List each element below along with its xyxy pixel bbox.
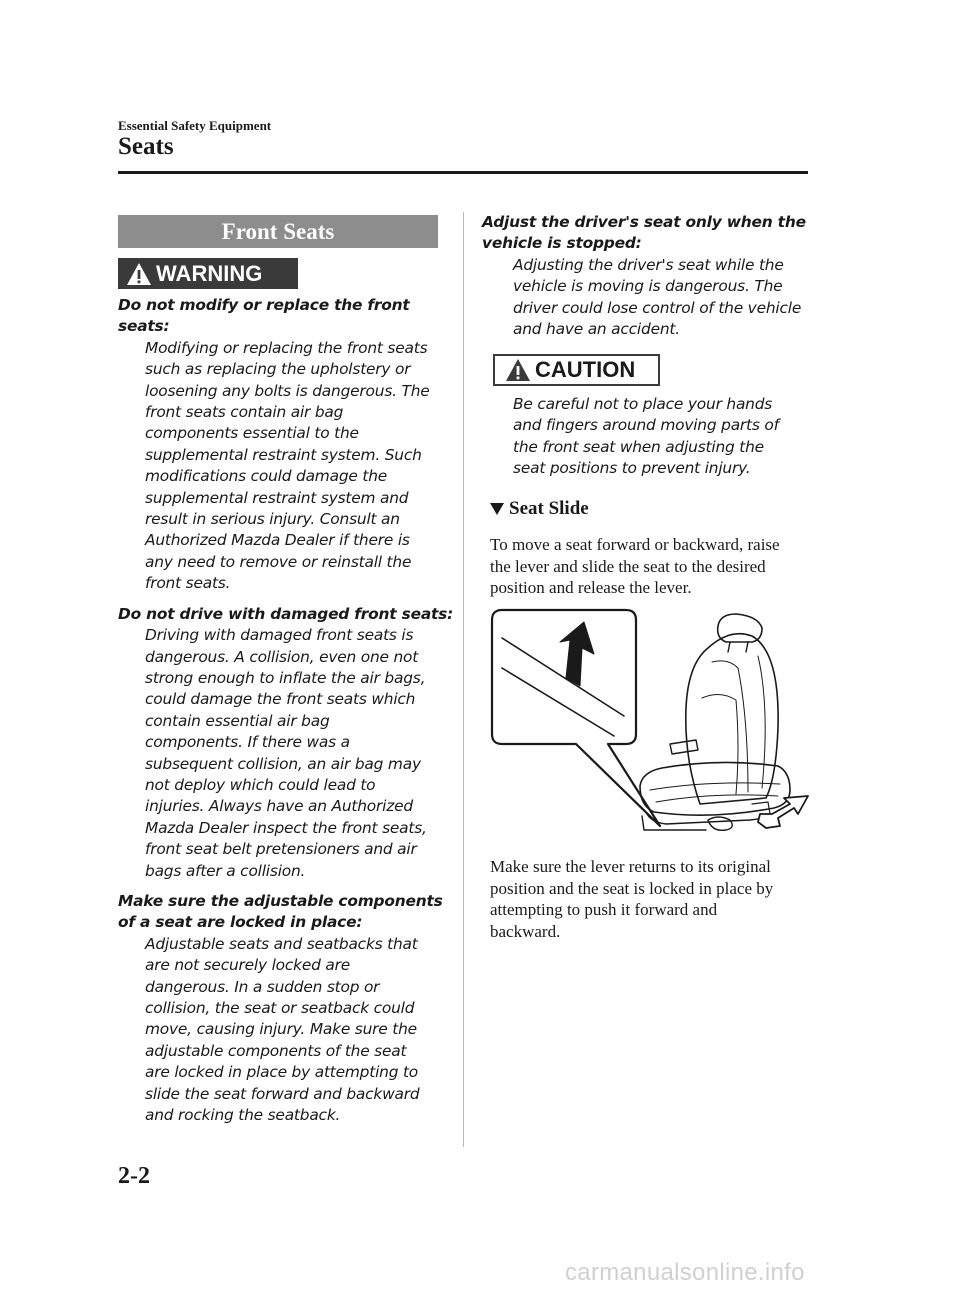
- warning-1-head-line: seats:: [118, 317, 170, 336]
- warning-3-body-line: move, causing injury. Make sure the: [145, 1020, 417, 1039]
- warning-2-body-line: bags after a collision.: [145, 861, 306, 880]
- warning-1-head-line: Do not modify or replace the front: [118, 296, 410, 314]
- warning-2-head: [118, 604, 454, 625]
- warning-1-body-line: modifications could damage the: [145, 467, 388, 486]
- warning-1-body-line: front seats contain air bag: [145, 403, 344, 422]
- warning-drivers-seat: [482, 212, 812, 340]
- warning-1-body-line: such as replacing the upholstery or: [145, 360, 411, 379]
- warning-1-body-line: components essential to the: [145, 424, 359, 443]
- warning-2-body-line: injuries. Always have an Authorized: [145, 797, 413, 816]
- warning-3-head-line: Make sure the adjustable components: [118, 891, 443, 910]
- section-title: Seats: [118, 133, 174, 160]
- warning-2-body-line: Mazda Dealer inspect the front seats,: [145, 818, 427, 837]
- caution-triangle-icon: [505, 358, 531, 382]
- warning-label-box: [118, 258, 298, 289]
- footer-watermark-url[interactable]: carmanualsonline.info: [565, 1259, 805, 1286]
- warning-4-body-line: driver could lose control of the vehicle: [513, 298, 802, 317]
- column-divider: [463, 212, 464, 1147]
- warning-2-body-line: dangerous. A collision, even one not: [145, 647, 419, 666]
- seat-slide-para-1: [490, 534, 820, 599]
- warning-1-body-line: loosening any bolts is dangerous. The: [145, 381, 430, 400]
- warning-2-body-line: strong enough to inflate the air bags,: [145, 668, 426, 687]
- front-seats-banner: Front Seats: [118, 215, 438, 248]
- warning-3-body-line: collision, the seat or seatback could: [145, 999, 415, 1017]
- warning-2-body-line: subsequent collision, an air bag may: [145, 754, 421, 773]
- para-line: To move a seat forward or backward, raise: [490, 535, 780, 554]
- caution-line: Be careful not to place your hands: [513, 395, 773, 413]
- warning-1-head: [118, 295, 448, 338]
- warning-1-body-line: Authorized Mazda Dealer if there is: [145, 531, 410, 550]
- warning-1-body-line: supplemental restraint system and: [145, 488, 409, 507]
- warning-4-head-line: vehicle is stopped:: [482, 234, 642, 253]
- para-line: Make sure the lever returns to its original: [490, 857, 771, 876]
- warning-2-body-line: could damage the front seats which: [145, 690, 416, 709]
- para-line: position and release the lever.: [490, 578, 692, 597]
- warning-3-body-line: and rocking the seatback.: [145, 1106, 341, 1125]
- warning-2-body-line: not deploy which could lead to: [145, 775, 376, 794]
- warning-3-body-line: dangerous. In a sudden stop or: [145, 977, 380, 996]
- warning-3-body-line: Adjustable seats and seatbacks that: [145, 934, 418, 953]
- para-line: backward.: [490, 921, 561, 941]
- warning-2-body-line: contain essential air bag: [145, 711, 330, 730]
- para-line: attempting to push it forward and: [490, 900, 718, 919]
- header-rule: [118, 171, 808, 174]
- seat-slide-para-2: [490, 856, 820, 942]
- page-number: 2-2: [118, 1163, 150, 1189]
- warning-1-body: [118, 338, 448, 595]
- caution-line: seat positions to prevent injury.: [513, 459, 751, 478]
- seat-slide-illustration: [490, 608, 815, 838]
- warning-2-body-line: components. If there was a: [145, 733, 350, 752]
- warning-3-body: [118, 934, 448, 1127]
- caution-label-box: [493, 354, 660, 386]
- warning-3-body-line: adjustable components of the seat: [145, 1041, 407, 1060]
- seat-slide-heading: [490, 498, 589, 520]
- warning-1-body-line: supplemental restraint system. Such: [145, 445, 422, 464]
- warning-2-body: [118, 625, 448, 882]
- warning-2-body-line: Driving with damaged front seats is: [145, 626, 414, 645]
- caution-line: and fingers around moving parts of: [513, 416, 779, 435]
- warning-4-head: [482, 212, 812, 255]
- warning-1-body-line: result in serious injury. Consult an: [145, 510, 400, 529]
- warning-4-body-line: and have an accident.: [513, 320, 680, 339]
- warning-1-body-line: Modifying or replacing the front seats: [145, 338, 428, 357]
- warning-triangle-icon: [126, 262, 152, 286]
- caution-line: the front seat when adjusting the: [513, 437, 764, 456]
- seat-slide-heading-text: Seat Slide: [509, 498, 589, 519]
- warning-1-body-line: front seats.: [145, 574, 231, 593]
- down-triangle-icon: [490, 503, 504, 515]
- warning-2-head-line: Do not drive with damaged front seats:: [118, 604, 454, 623]
- warning-4-body: [482, 255, 812, 341]
- warning-list-left: [118, 295, 454, 1126]
- warning-3-head-line: of a seat are locked in place:: [118, 913, 363, 932]
- warning-3-head: [118, 891, 448, 934]
- warning-3-body-line: slide the seat forward and backward: [145, 1084, 420, 1103]
- warning-label: WARNING: [156, 261, 263, 286]
- para-line: the lever and slide the seat to the desired: [490, 556, 766, 576]
- warning-3-body-line: are not securely locked are: [145, 956, 351, 975]
- warning-1-body-line: any need to remove or reinstall the: [145, 552, 412, 571]
- warning-4-body-line: vehicle is moving is dangerous. The: [513, 277, 783, 296]
- warning-3-body-line: are locked in place by attempting to: [145, 1063, 419, 1082]
- caution-text: [513, 394, 813, 480]
- caution-label: CAUTION: [535, 357, 636, 382]
- warning-2-body-line: front seat belt pretensioners and air: [145, 840, 417, 859]
- warning-4-head-line: Adjust the driver's seat only when the: [482, 213, 806, 231]
- para-line: position and the seat is locked in place by: [490, 878, 774, 898]
- breadcrumb: Essential Safety Equipment: [118, 118, 272, 133]
- warning-4-body-line: Adjusting the driver's seat while the: [513, 255, 784, 274]
